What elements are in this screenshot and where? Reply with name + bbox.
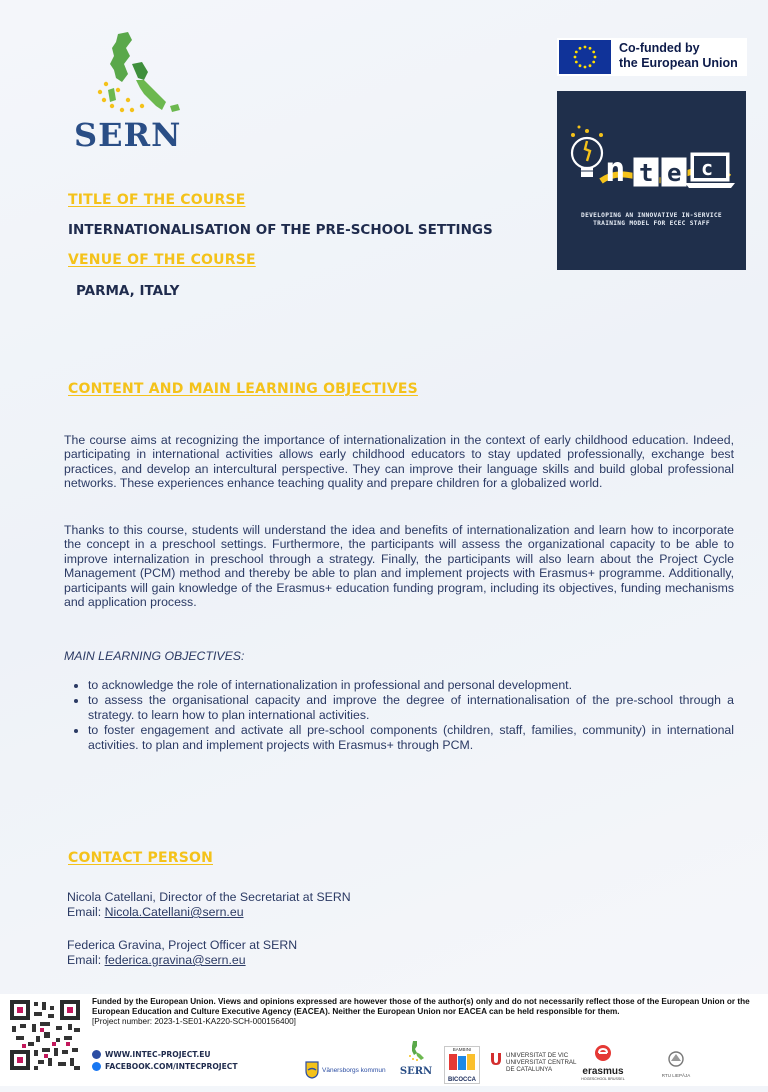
funding-disclaimer [92,997,762,1028]
uvic-line-3: DE CATALUNYA [506,1066,553,1073]
intec-tagline-line-1: DEVELOPING AN INNOVATIVE IN-SERVICE [581,212,722,219]
uvic-text [506,1052,576,1073]
sern-logo [70,30,200,155]
objectives-list [64,678,734,753]
facebook-icon [92,1062,101,1071]
eu-line-2: the European Union [619,56,738,70]
sern-small-map-icon [404,1040,428,1062]
contact-person-2 [67,938,297,968]
erasmus-text: erasmus [582,1066,624,1077]
email-label: Email: [67,953,105,967]
lightbulb-icon [571,126,603,178]
partner-sern-logo [396,1040,436,1080]
bicocca-text: BICOCCA [448,1077,476,1083]
svg-text:e: e [667,159,682,187]
disclaimer-text: Funded by the European Union. Views and opinions expressed are however those of the author(s) only and do not necessarily reflect those of the European Union or the European Education and Culture Executive Agency (EACEA). Neither the European Union nor EACEA can be held responsible for them. [92,997,750,1017]
svg-text:t: t [639,159,654,187]
footer [0,994,768,1086]
email-link-1[interactable]: Nicola.Catellani@sern.eu [104,905,244,919]
bicocca-figures-icon [445,1052,479,1072]
list-item: • to foster engagement and activate all pre-school components (children, staff, families, community) in international activities. to plan and implement projects with Erasmus+ through PCM. [88,723,734,752]
intec-project-logo [557,91,746,270]
list-item: • to assess the organisational capacity and improve the degree of internationalisation of the pre-school through a strategy. to learn how to plan international activities. [88,693,734,722]
svg-text:c: c [701,156,714,180]
project-number: [Project number: 2023-1-SE01-KA220-SCH-000156400] [92,1017,296,1027]
sern-small-text: SERN [399,1066,433,1077]
partner-rtu-logo [658,1050,694,1090]
sern-brand-text: SERN [74,116,182,154]
intec-tagline-line-2: TRAINING MODEL FOR ECEC STAFF [593,220,710,227]
intec-letter-n: n [605,150,626,190]
intec-logo-art [557,91,746,206]
vanersborg-text: Vänersborgs kommun [322,1066,386,1074]
uvic-u-icon [490,1052,502,1066]
content-paragraph-2: Thanks to this course, students will understand the idea and benefits of internationalization and learn how to incorporate the concept in a preschool settings. Furthermore, the participants will assess the organizational capacity to be able to improve internalization in preschool through a strategy. Finally, the participants will also learn about the Project Cycle Management (PCM) method and thereby be able to plan and implement projects with Erasmus+ programme. Additionally, participants will gain knowledge of the Erasmus+ education funding program, including its objectives, funding mechanisms and application process. [64,523,734,610]
content-paragraph-1: The course aims at recognizing the importance of internationalization in the context of early childhood education. Indeed, participating in international activities allows early childhood educators to stay updated professionally, exchange best practices, and develop an intercultural perspective. They can improve their language skills and build global professional networks. These experiences enhance teaching quality and prepare children for a globalized world. [64,433,734,491]
course-title-value: INTERNATIONALISATION OF THE PRE-SCHOOL SETTINGS [68,222,493,238]
contact-email-row-1 [67,905,351,920]
website-link[interactable] [92,1050,211,1059]
eu-flag-icon [559,40,611,74]
course-venue-label: VENUE OF THE COURSE [68,252,256,268]
email-link-2[interactable]: federica.gravina@sern.eu [104,953,246,967]
eu-line-1: Co-funded by [619,41,700,55]
erasmus-e-icon [591,1044,615,1062]
uvic-line-2: UNIVERSITAT CENTRAL [506,1059,577,1066]
intec-tagline [565,212,738,228]
eu-cofunded-logo [557,38,747,76]
rtu-text: RTU LIEPĀJA [661,1073,691,1078]
contact-name-1: Nicola Catellani, Director of the Secretariat at SERN [67,890,351,904]
partner-uvic-logo [490,1052,576,1092]
qr-code-icon[interactable] [8,998,82,1072]
content-heading: CONTENT AND MAIN LEARNING OBJECTIVES [68,381,418,397]
partner-bicocca-logo [444,1046,480,1084]
sern-map-icon [70,30,200,120]
contact-heading: CONTACT PERSON [68,850,213,866]
laptop-icon [685,153,735,188]
objectives-label: MAIN LEARNING OBJECTIVES: [64,649,245,663]
contact-name-2: Federica Gravina, Project Officer at SERN [67,938,298,952]
list-item: • to acknowledge the role of internationalization in professional and personal development. [88,678,734,692]
globe-icon [92,1050,101,1059]
facebook-text: FACEBOOK.COM/INTECPROJECT [105,1062,238,1071]
course-venue-value: PARMA, ITALY [76,283,180,299]
uvic-line-1: UNIVERSITAT DE VIC [506,1052,569,1059]
website-text: WWW.INTEC-PROJECT.EU [105,1050,211,1059]
contact-person-1 [67,890,351,920]
bicocca-top-text: BAMBINI [452,1047,472,1052]
facebook-link[interactable] [92,1062,238,1071]
partner-erasmus-logo [578,1044,628,1084]
email-label: Email: [67,905,105,919]
vanersborg-crest-icon [305,1061,319,1079]
erasmus-sub-text: HOGESCHOOL BRUSSEL [581,1077,625,1081]
rtu-crest-icon [665,1050,687,1068]
contact-email-row-2 [67,953,297,968]
course-title-label: TITLE OF THE COURSE [68,192,246,208]
eu-cofunded-text [619,41,738,71]
partner-vanersborg-logo [305,1050,386,1090]
